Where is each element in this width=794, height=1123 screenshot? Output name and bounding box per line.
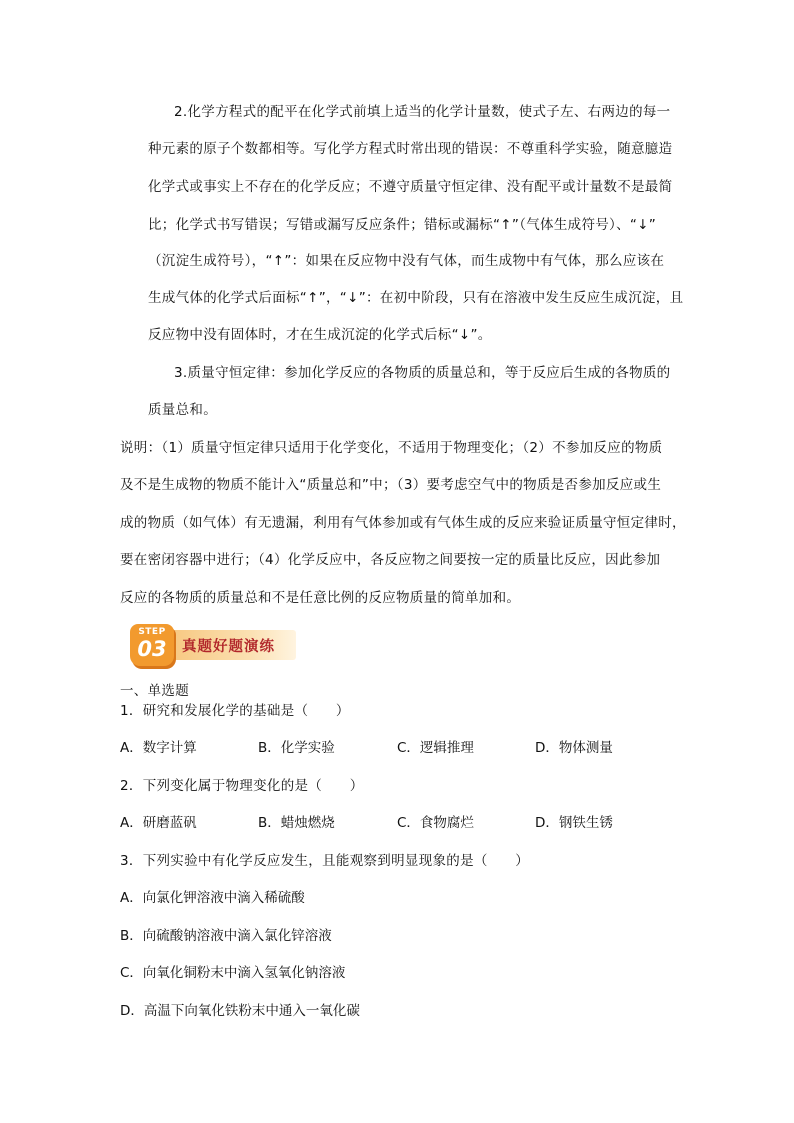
question-3-option-b: B．向硫酸钠溶液中滴入氯化锌溶液 [120,928,332,944]
question-2-option-a: A．研磨蓝矾 [120,815,197,831]
step-badge [130,624,174,666]
question-2-stem: 2．下列变化属于物理变化的是（ ） [120,778,364,794]
note-line-2: 及不是生成物的物质不能计入“质量总和”中；（3）要考虑空气中的物质是否参加反应或生 [120,477,662,493]
principle-2-line-6: 生成气体的化学式后面标“↑”，“↓”：在初中阶段，只有在溶液中发生反应生成沉淀，且 [148,290,684,306]
principle-2-line-7: 反应物中没有固体时，才在生成沉淀的化学式后标“↓”。 [148,327,492,343]
principle-2-line-5: （沉淀生成符号），“↑”：如果在反应物中没有气体，而生成物中有气体，那么应该在 [148,253,665,269]
question-1-option-b: B．化学实验 [258,740,335,756]
banner-title: 真题好题演练 [182,639,275,655]
note-line-5: 反应的各物质的质量总和不是任意比例的反应物质量的简单加和。 [120,590,521,606]
principle-2-line-1: 2.化学方程式的配平在化学式前填上适当的化学计量数，使式子左、右两边的每一 [174,104,671,120]
question-1-stem: 1．研究和发展化学的基础是（ ） [120,703,350,719]
question-2-option-b: B．蜡烛燃烧 [258,815,335,831]
step-label: STEP [138,627,166,637]
note-line-4: 要在密闭容器中进行；（4）化学反应中，各反应物之间要按一定的质量比反应，因此参加 [120,552,661,568]
step-number: 03 [137,637,167,661]
principle-2-line-3: 化学式或事实上不存在的化学反应；不遵守质量守恒定律、没有配平或计量数不是最简 [148,179,673,195]
question-3-option-a: A．向氯化钾溶液中滴入稀硫酸 [120,890,305,906]
question-1-option-a: A．数字计算 [120,740,197,756]
principle-3-line-2: 质量总和。 [148,402,217,418]
question-3-option-c: C．向氧化铜粉末中滴入氢氧化钠溶液 [120,965,346,981]
question-1-option-c: C．逻辑推理 [397,740,474,756]
step-banner [130,624,300,668]
question-3-stem: 3．下列实验中有化学反应发生，且能观察到明显现象的是（ ） [120,853,530,869]
principle-3-line-1: 3.质量守恒定律：参加化学反应的各物质的质量总和，等于反应后生成的各物质的 [174,365,671,381]
principle-2-line-2: 种元素的原子个数都相等。写化学方程式时常出现的错误：不尊重科学实验，随意臆造 [148,141,673,157]
question-3-option-d: D．高温下向氧化铁粉末中通入一氧化碳 [120,1003,360,1019]
section-heading: 一、单选题 [120,683,189,699]
note-line-1: 说明：（1）质量守恒定律只适用于化学变化，不适用于物理变化；（2）不参加反应的物质 [120,440,663,456]
note-line-3: 成的物质（如气体）有无遗漏，利用有气体参加或有气体生成的反应来验证质量守恒定律时， [120,515,686,531]
principle-2-line-4: 比；化学式书写错误；写错或漏写反应条件；错标或漏标“↑”（气体生成符号）、“↓” [148,217,657,233]
question-2-option-d: D．钢铁生锈 [535,815,613,831]
question-1-option-d: D．物体测量 [535,740,613,756]
question-2-option-c: C．食物腐烂 [397,815,474,831]
